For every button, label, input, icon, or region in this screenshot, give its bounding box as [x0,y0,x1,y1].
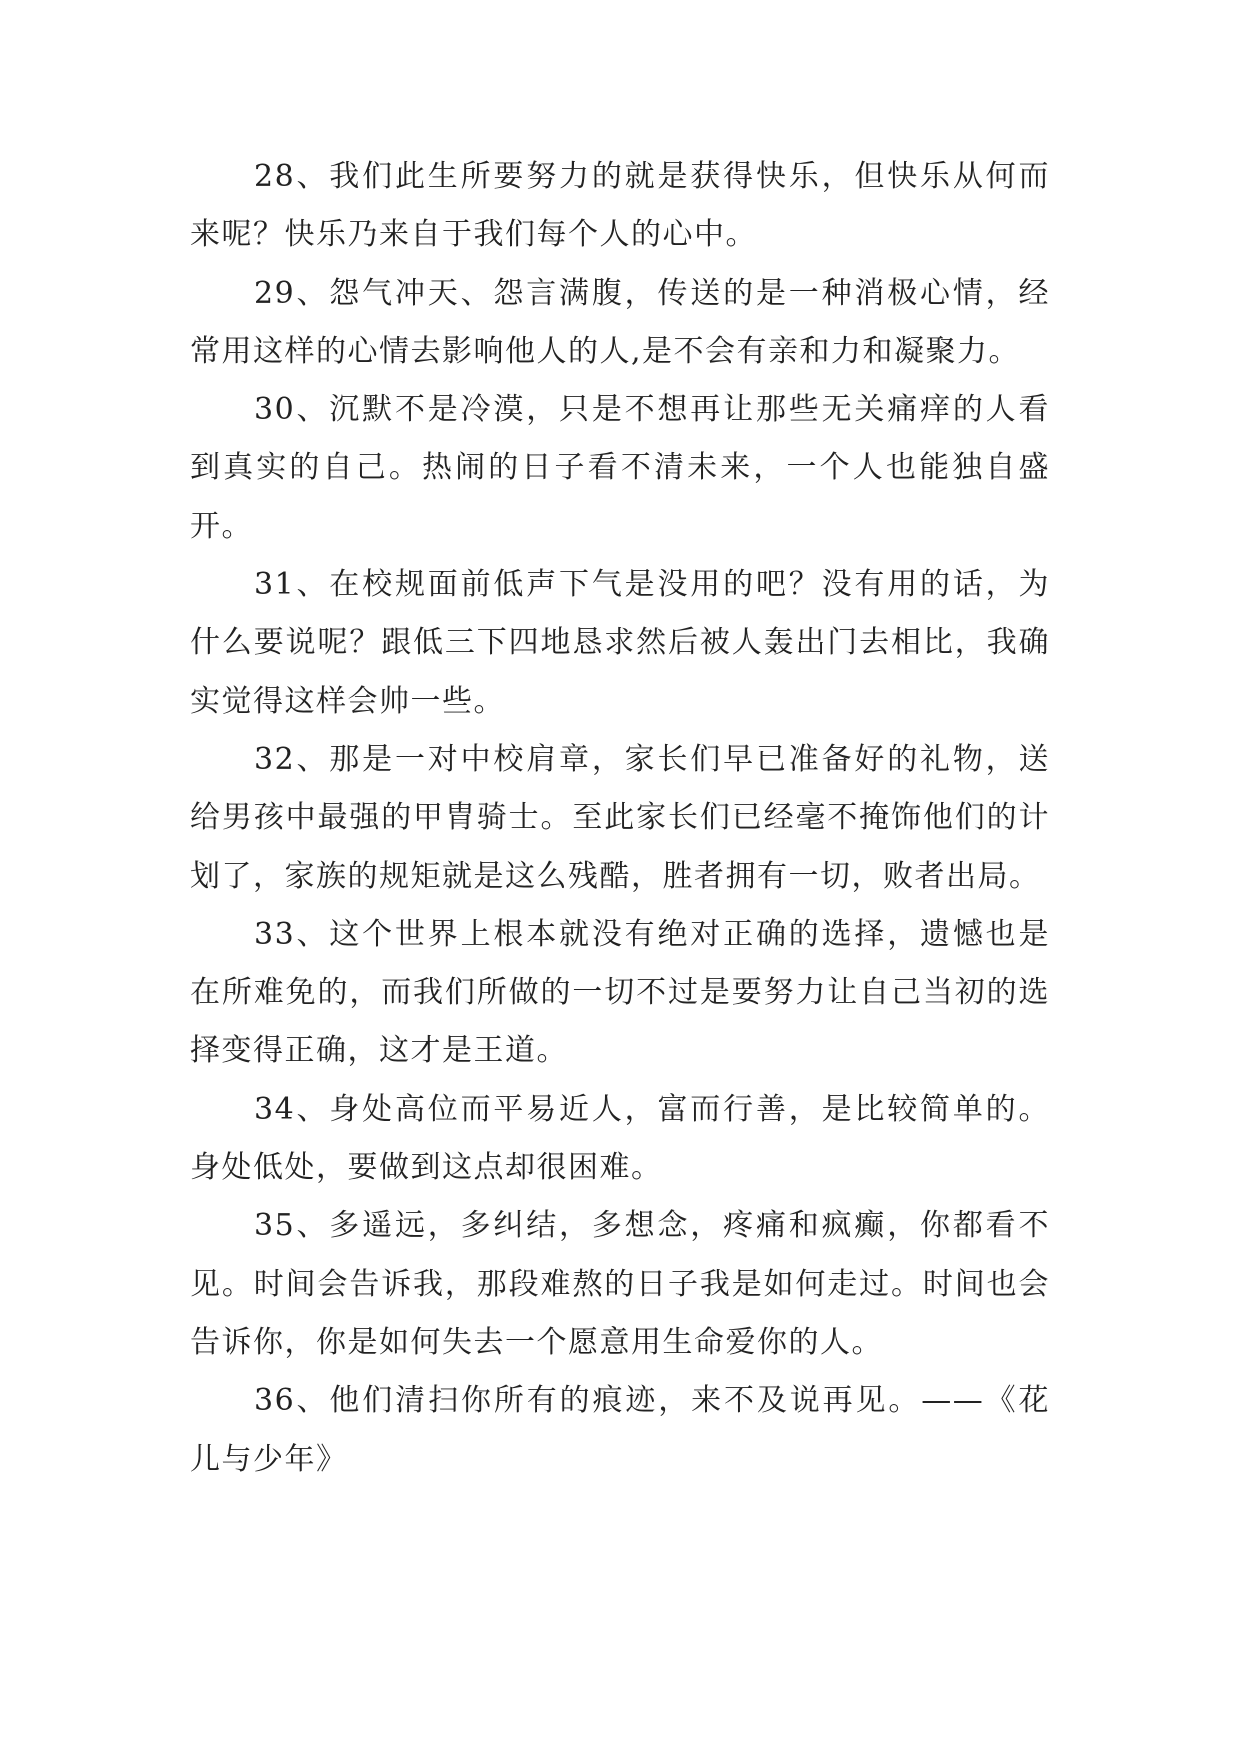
paragraph-36: 36、他们清扫你所有的痕迹，来不及说再见。——《花儿与少年》 [190,1383,1050,1477]
paragraph-33: 33、这个世界上根本就没有绝对正确的选择，遗憾也是在所难免的，而我们所做的一切不过是要努力让自己当初的选择变得正确，这才是王道。 [190,916,1050,1069]
paragraph-32: 32、那是一对中校肩章，家长们早已准备好的礼物，送给男孩中最强的甲胄骑士。至此家长们已经毫不掩饰他们的计划了，家族的规矩就是这么残酷，胜者拥有一切，败者出局。 [190,741,1050,894]
paragraph-28: 28、我们此生所要努力的就是获得快乐，但快乐从何而来呢？快乐乃来自于我们每个人的心中。 [190,159,1050,253]
paragraph-35: 35、多遥远，多纠结，多想念，疼痛和疯癫，你都看不见。时间会告诉我，那段难熬的日子我是如何走过。时间也会告诉你，你是如何失去一个愿意用生命爱你的人。 [190,1208,1050,1360]
document-body [190,148,1050,1489]
paragraph-30: 30、沉默不是冷漠，只是不想再让那些无关痛痒的人看到真实的自己。热闹的日子看不清未来，一个人也能独自盛开。 [190,392,1050,544]
paragraph-29: 29、怨气冲天、怨言满腹，传送的是一种消极心情，经常用这样的心情去影响他人的人,是不会有亲和力和凝聚力。 [190,275,1050,369]
paragraph-34: 34、身处高位而平易近人，富而行善，是比较简单的。身处低处，要做到这点却很困难。 [190,1091,1050,1186]
paragraph-31: 31、在校规面前低声下气是没用的吧？没有用的话，为什么要说呢？跟低三下四地恳求然后被人轰出门去相比，我确实觉得这样会帅一些。 [190,567,1050,719]
